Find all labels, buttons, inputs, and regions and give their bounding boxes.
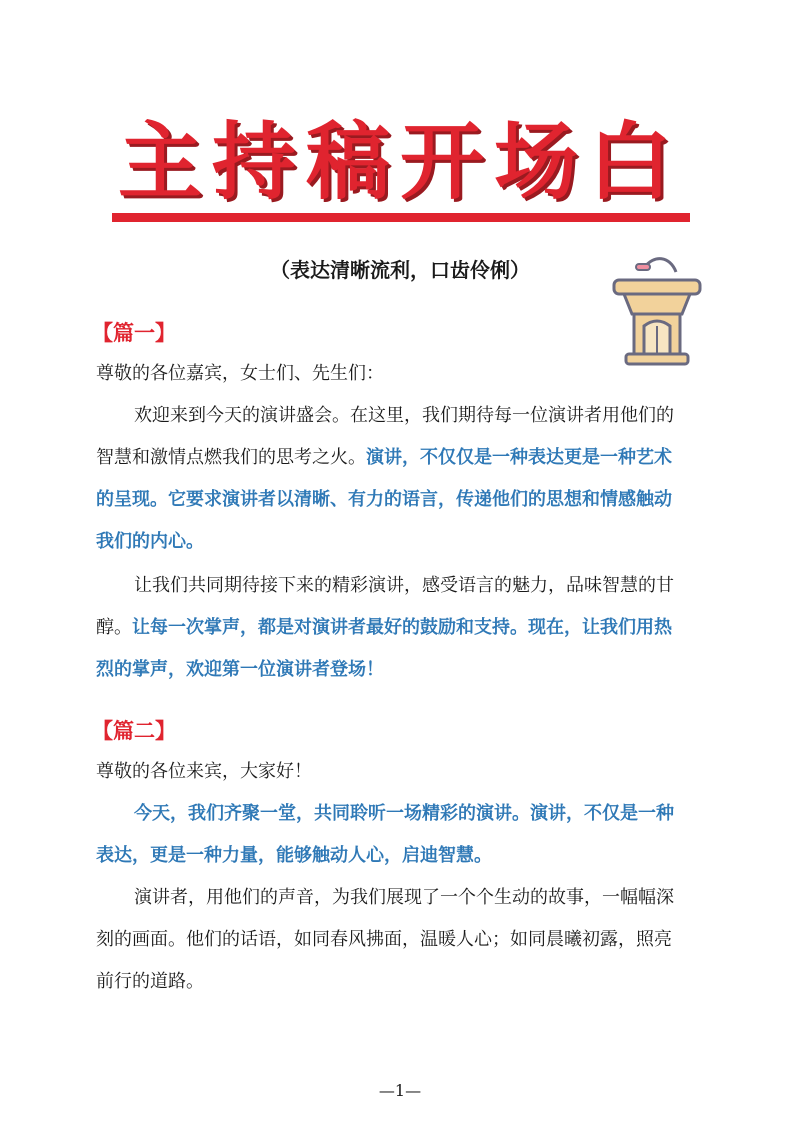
highlight-line: 表达，更是一种力量，能够触动人心，启迪智慧。 bbox=[96, 845, 492, 866]
text-span: 智慧和激情点燃我们的思考之火。 bbox=[96, 447, 366, 468]
page-number: —1— bbox=[378, 1081, 422, 1100]
main-title: 主持稿开场白 bbox=[117, 113, 682, 211]
body-line bbox=[96, 444, 702, 472]
body-line: 前行的道路。 bbox=[96, 971, 204, 992]
body-line: 欢迎来到今天的演讲盛会。在这里，我们期待每一位演讲者用他们的 bbox=[134, 405, 674, 426]
highlight-text: 让每一次掌声，都是对演讲者最好的鼓励和支持。现在，让我们用热 bbox=[132, 617, 672, 638]
body-line: 让我们共同期待接下来的精彩演讲，感受语言的魅力，品味智慧的甘 bbox=[134, 575, 674, 596]
body-line bbox=[96, 614, 702, 642]
body-line: 刻的画面。他们的话语，如同春风拂面，温暖人心；如同晨曦初露，照亮 bbox=[96, 929, 672, 950]
greeting-2: 尊敬的各位来宾，大家好！ bbox=[96, 761, 312, 782]
highlight-line: 烈的掌声，欢迎第一位演讲者登场！ bbox=[96, 659, 384, 680]
highlight-line: 今天，我们齐聚一堂，共同聆听一场精彩的演讲。演讲，不仅是一种 bbox=[134, 803, 674, 824]
section-heading-1: 【篇一】 bbox=[92, 320, 176, 345]
highlight-line: 的呈现。它要求演讲者以清晰、有力的语言，传递他们的思想和情感触动 bbox=[96, 489, 672, 510]
subtitle: （表达清晰流利，口齿伶俐） bbox=[270, 258, 530, 282]
title-underline bbox=[112, 213, 690, 222]
body-line: 演讲者，用他们的声音，为我们展现了一个个生动的故事，一幅幅深 bbox=[134, 887, 674, 908]
greeting-1: 尊敬的各位嘉宾，女士们、先生们： bbox=[96, 363, 384, 384]
highlight-text: 演讲，不仅仅是一种表达更是一种艺术 bbox=[366, 447, 672, 468]
highlight-line: 我们的内心。 bbox=[96, 531, 204, 552]
section-heading-2: 【篇二】 bbox=[92, 718, 176, 743]
podium-icon bbox=[606, 250, 706, 374]
text-span: 醇。 bbox=[96, 617, 132, 638]
